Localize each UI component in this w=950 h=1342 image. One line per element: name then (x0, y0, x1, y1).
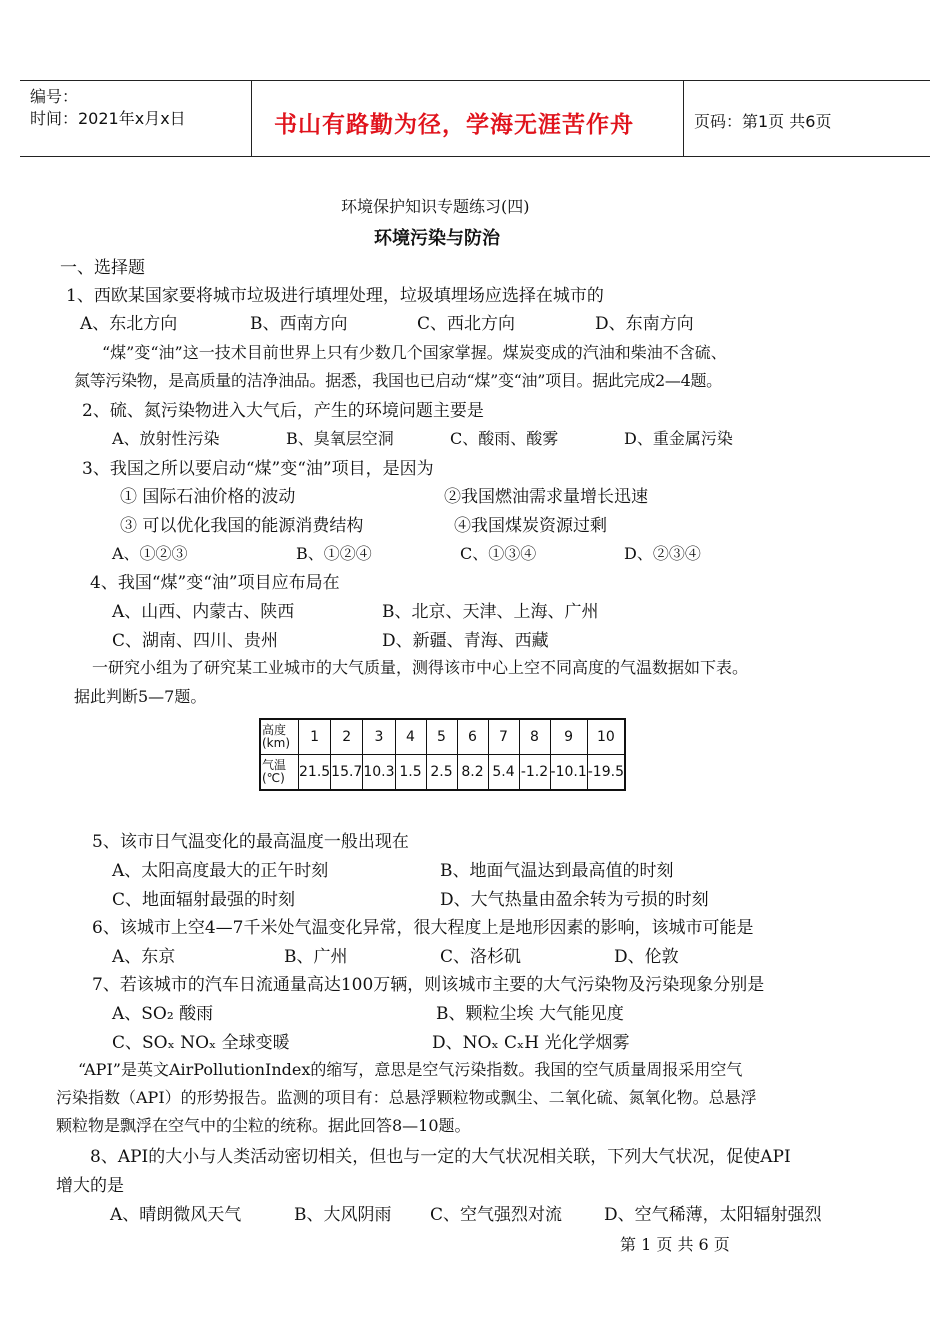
q6-option-c: C、洛杉矶 (440, 947, 522, 967)
passage-temp-line2: 据此判断5—7题。 (74, 687, 207, 706)
table-cell: -1.2 (519, 755, 550, 791)
q5-option-a: A、太阳高度最大的正午时刻 (112, 861, 329, 881)
q7-option-b: B、颗粒尘埃 大气能见度 (436, 1004, 624, 1024)
question-8: 8、API的大小与人类活动密切相关，但也与一定的大气状况相关联，下列大气状况，促使API (90, 1147, 791, 1167)
q1-option-a: A、东北方向 (80, 314, 178, 334)
passage-api-line2: 污染指数（API）的形势报告。监测的项目有：总悬浮颗粒物或飘尘、二氧化硫、氮氧化物。总悬浮 (56, 1088, 757, 1107)
table-cell: 3 (363, 719, 395, 755)
table-cell: 4 (395, 719, 426, 755)
motto: 书山有路勤为径，学海无涯苦作舟 (274, 112, 634, 138)
q2-option-a: A、放射性污染 (112, 429, 220, 448)
q3-option-d: D、②③④ (624, 544, 701, 563)
question-3: 3、我国之所以要启动“煤”变“油”项目，是因为 (82, 459, 434, 479)
question-2: 2、硫、氮污染物进入大气后，产生的环境问题主要是 (82, 401, 484, 421)
q3-option-b: B、①②④ (296, 544, 372, 563)
question-8-continued: 增大的是 (56, 1176, 124, 1196)
table-cell: 1.5 (395, 755, 426, 791)
table-row-temperature (260, 755, 625, 791)
q3-option-a: A、①②③ (112, 544, 188, 563)
question-6: 6、该城市上空4—7千米处气温变化异常，很大程度上是地形因素的影响，该城市可能是 (92, 918, 754, 938)
q6-option-a: A、东京 (112, 947, 176, 967)
passage-api-line1: “API”是英文AirPollutionIndex的缩写，意思是空气污染指数。我国的空气质量周报采用空气 (78, 1060, 743, 1079)
time-label: 时间：2021年x月x日 (30, 109, 186, 128)
q6-option-d: D、伦敦 (614, 947, 679, 967)
page-info: 页码：第1页 共6页 (694, 112, 832, 131)
q7-option-a: A、SO₂ 酸雨 (112, 1004, 214, 1024)
table-cell: 15.7 (331, 755, 363, 791)
table-row-height (260, 719, 625, 755)
question-5: 5、该市日气温变化的最高温度一般出现在 (92, 832, 409, 852)
header-bottom-rule (20, 156, 930, 157)
q5-option-c: C、地面辐射最强的时刻 (112, 890, 296, 910)
table-cell: 10.3 (363, 755, 395, 791)
q2-option-d: D、重金属污染 (624, 429, 733, 448)
q8-option-b: B、大风阴雨 (294, 1205, 392, 1225)
table-cell: 1 (299, 719, 331, 755)
q4-option-c: C、湖南、四川、贵州 (112, 631, 279, 651)
temperature-table (259, 718, 626, 791)
q8-option-a: A、晴朗微风天气 (110, 1205, 242, 1225)
header-divider-left (251, 80, 252, 156)
q2-option-b: B、臭氧层空洞 (286, 429, 394, 448)
q5-option-d: D、大气热量由盈余转为亏损的时刻 (440, 890, 709, 910)
header-top-rule (20, 80, 930, 81)
q1-option-d: D、东南方向 (595, 314, 694, 334)
q6-option-b: B、广州 (284, 947, 348, 967)
q1-option-b: B、西南方向 (250, 314, 348, 334)
table-cell: 5.4 (488, 755, 519, 791)
passage-coal-oil-line1: “煤”变“油”这一技术目前世界上只有少数几个国家掌握。煤炭变成的汽油和柴油不含硫、 (102, 343, 727, 362)
table-cell: 10 (587, 719, 625, 755)
table-cell: 2 (331, 719, 363, 755)
question-7: 7、若该城市的汽车日流通量高达100万辆，则该城市主要的大气污染物及污染现象分别是 (92, 975, 765, 995)
table-header-height: 高度 (km) (260, 719, 299, 755)
table-cell: 7 (488, 719, 519, 755)
q8-option-c: C、空气强烈对流 (430, 1205, 563, 1225)
doc-title: 环境污染与防治 (374, 228, 500, 249)
table-cell: -10.1 (550, 755, 587, 791)
q4-option-b: B、北京、天津、上海、广州 (382, 602, 599, 622)
passage-coal-oil-line2: 氮等污染物，是高质量的洁净油品。据悉，我国也已启动“煤”变“油”项目。据此完成2—4题。 (74, 371, 722, 390)
table-header-temperature: 气温 (℃) (260, 755, 299, 791)
section-heading: 一、选择题 (60, 258, 145, 278)
table-cell: 5 (426, 719, 457, 755)
table-cell: -19.5 (587, 755, 625, 791)
table-cell: 9 (550, 719, 587, 755)
q3-item-4: ④我国煤炭资源过剩 (454, 516, 607, 536)
code-label: 编号： (30, 87, 79, 106)
q4-option-a: A、山西、内蒙古、陕西 (112, 602, 295, 622)
q1-option-c: C、西北方向 (417, 314, 516, 334)
q7-option-d: D、NOₓ CₓH 光化学烟雾 (432, 1033, 630, 1053)
page-footer: 第 1 页 共 6 页 (620, 1235, 730, 1254)
doc-subtitle: 环境保护知识专题练习(四) (341, 197, 530, 216)
passage-temp-line1: 一研究小组为了研究某工业城市的大气质量，测得该市中心上空不同高度的气温数据如下表。 (92, 658, 749, 677)
q3-item-2: ②我国燃油需求量增长迅速 (444, 487, 648, 507)
q2-option-c: C、酸雨、酸雾 (450, 429, 559, 448)
question-1: 1、西欧某国家要将城市垃圾进行填埋处理，垃圾填埋场应选择在城市的 (66, 286, 604, 306)
table-cell: 21.5 (299, 755, 331, 791)
q3-item-3: ③ 可以优化我国的能源消费结构 (120, 516, 364, 536)
table-cell: 8 (519, 719, 550, 755)
passage-api-line3: 颗粒物是飘浮在空气中的尘粒的统称。据此回答8—10题。 (56, 1116, 471, 1135)
question-4: 4、我国“煤”变“油”项目应布局在 (90, 573, 340, 593)
q3-option-c: C、①③④ (460, 544, 537, 563)
table-cell: 8.2 (457, 755, 488, 791)
table-cell: 2.5 (426, 755, 457, 791)
header-divider-right (683, 80, 684, 156)
q3-item-1: ① 国际石油价格的波动 (120, 487, 296, 507)
q8-option-d: D、空气稀薄，太阳辐射强烈 (604, 1205, 822, 1225)
q4-option-d: D、新疆、青海、西藏 (382, 631, 549, 651)
table-cell: 6 (457, 719, 488, 755)
q5-option-b: B、地面气温达到最高值的时刻 (440, 861, 674, 881)
q7-option-c: C、SOₓ NOₓ 全球变暖 (112, 1033, 290, 1053)
